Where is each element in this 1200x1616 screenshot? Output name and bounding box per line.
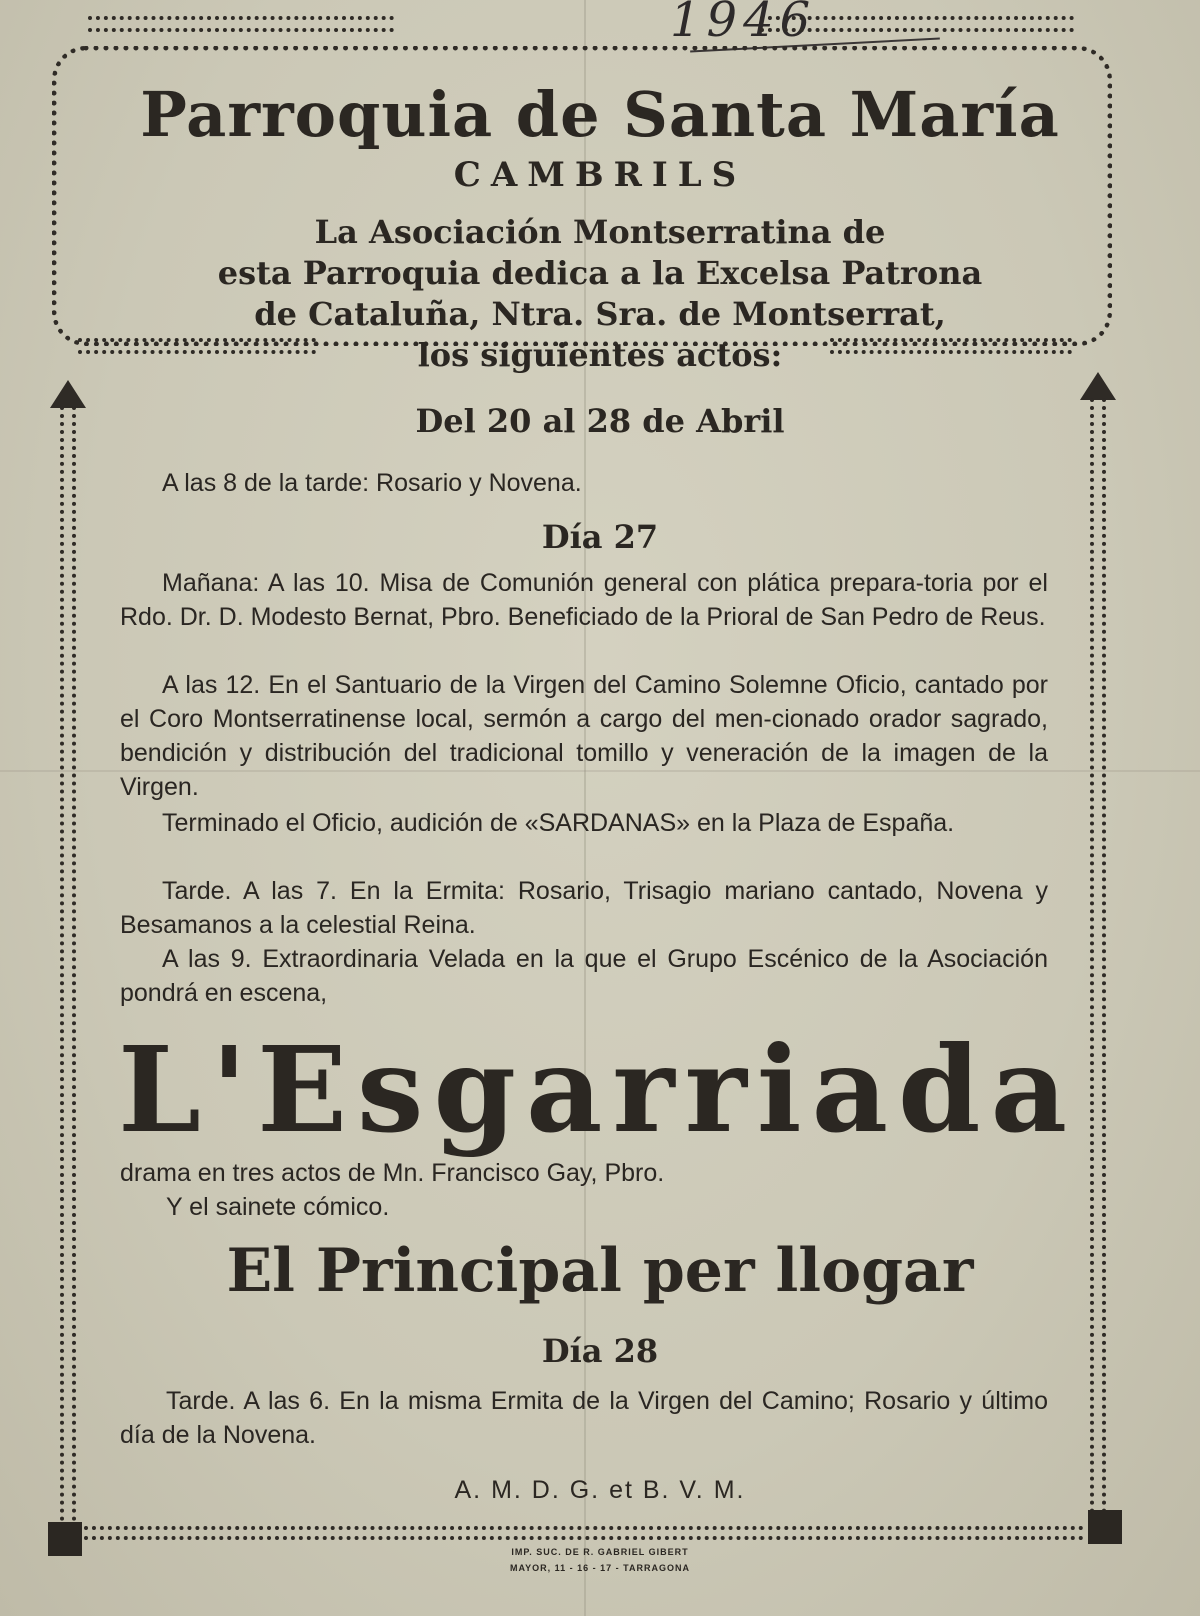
printer-line: MAYOR, 11 - 16 - 17 - TARRAGONA [509, 1563, 691, 1573]
sainete-title: El Principal per llogar [226, 1236, 974, 1306]
intro-line: de Cataluña, Ntra. Sra. de Montserrat, [254, 295, 946, 333]
dotted-rule-left-bottom [78, 338, 316, 354]
arrow-up-right-icon [1080, 372, 1116, 400]
novena-text: A las 8 de la tarde: Rosario y Novena. [162, 469, 582, 497]
intro-line: esta Parroquia dedica a la Excelsa Patrona [217, 254, 983, 292]
day27-paragraph-afternoon: Tarde. A las 7. En la Ermita: Rosario, Trisagio mariano cantado, Novena y Besamanos a la celestial Reina. [120, 877, 1048, 939]
bottom-dotted-rule [84, 1526, 1084, 1540]
printer-imprint [0, 1544, 1200, 1576]
sainete-intro: Y el sainete cómico. [166, 1193, 390, 1221]
printer-line: IMP. SUC. DE R. GABRIEL GIBERT [511, 1547, 689, 1557]
motto: A. M. D. G. et B. V. M. [454, 1476, 746, 1504]
play-title: L'Esgarriada [118, 1020, 1078, 1159]
play-author: drama en tres actos de Mn. Francisco Gay, Pbro. [120, 1159, 665, 1187]
day27-paragraph-morning: Mañana: A las 10. Misa de Comunión general con plática prepara-toria por el Rdo. Dr. D. Modesto Bernat, Pbro. Beneficiado de la Prioral de San Pedro de Reus. [120, 569, 1048, 631]
day27-paragraph-evening: A las 9. Extraordinaria Velada en la que el Grupo Escénico de la Asociación pondrá en escena, [120, 945, 1048, 1007]
handwritten-year: 1946 [670, 0, 817, 48]
day27-paragraph-noon: A las 12. En el Santuario de la Virgen del Camino Solemne Oficio, cantado por el Coro Montserratinense local, sermón a cargo del men-cionado orador sagrado, bendición y distribución del tradicional tomillo y veneración de la imagen de la Virgen. [120, 671, 1048, 801]
day27-paragraph-sardanas: Terminado el Oficio, audición de «SARDANAS» en la Plaza de España. [162, 809, 955, 837]
dotted-rule-right-bottom [830, 338, 1072, 354]
corner-square-right [1088, 1510, 1122, 1544]
intro-line: La Asociación Montserratina de [314, 213, 886, 251]
day28-heading: Día 28 [541, 1332, 659, 1370]
dates-heading: Del 20 al 28 de Abril [415, 402, 785, 440]
parish-title: Parroquia de Santa María [140, 78, 1060, 151]
day27-heading: Día 27 [541, 518, 659, 556]
day28-paragraph: Tarde. A las 6. En la misma Ermita de la Virgen del Camino; Rosario y último día de la Novena. [120, 1387, 1048, 1449]
dotted-rule-right [760, 16, 1074, 32]
dotted-rule-left [88, 16, 394, 32]
town-name: CAMBRILS [453, 155, 747, 195]
intro-line: los siguientes actos: [417, 336, 783, 374]
